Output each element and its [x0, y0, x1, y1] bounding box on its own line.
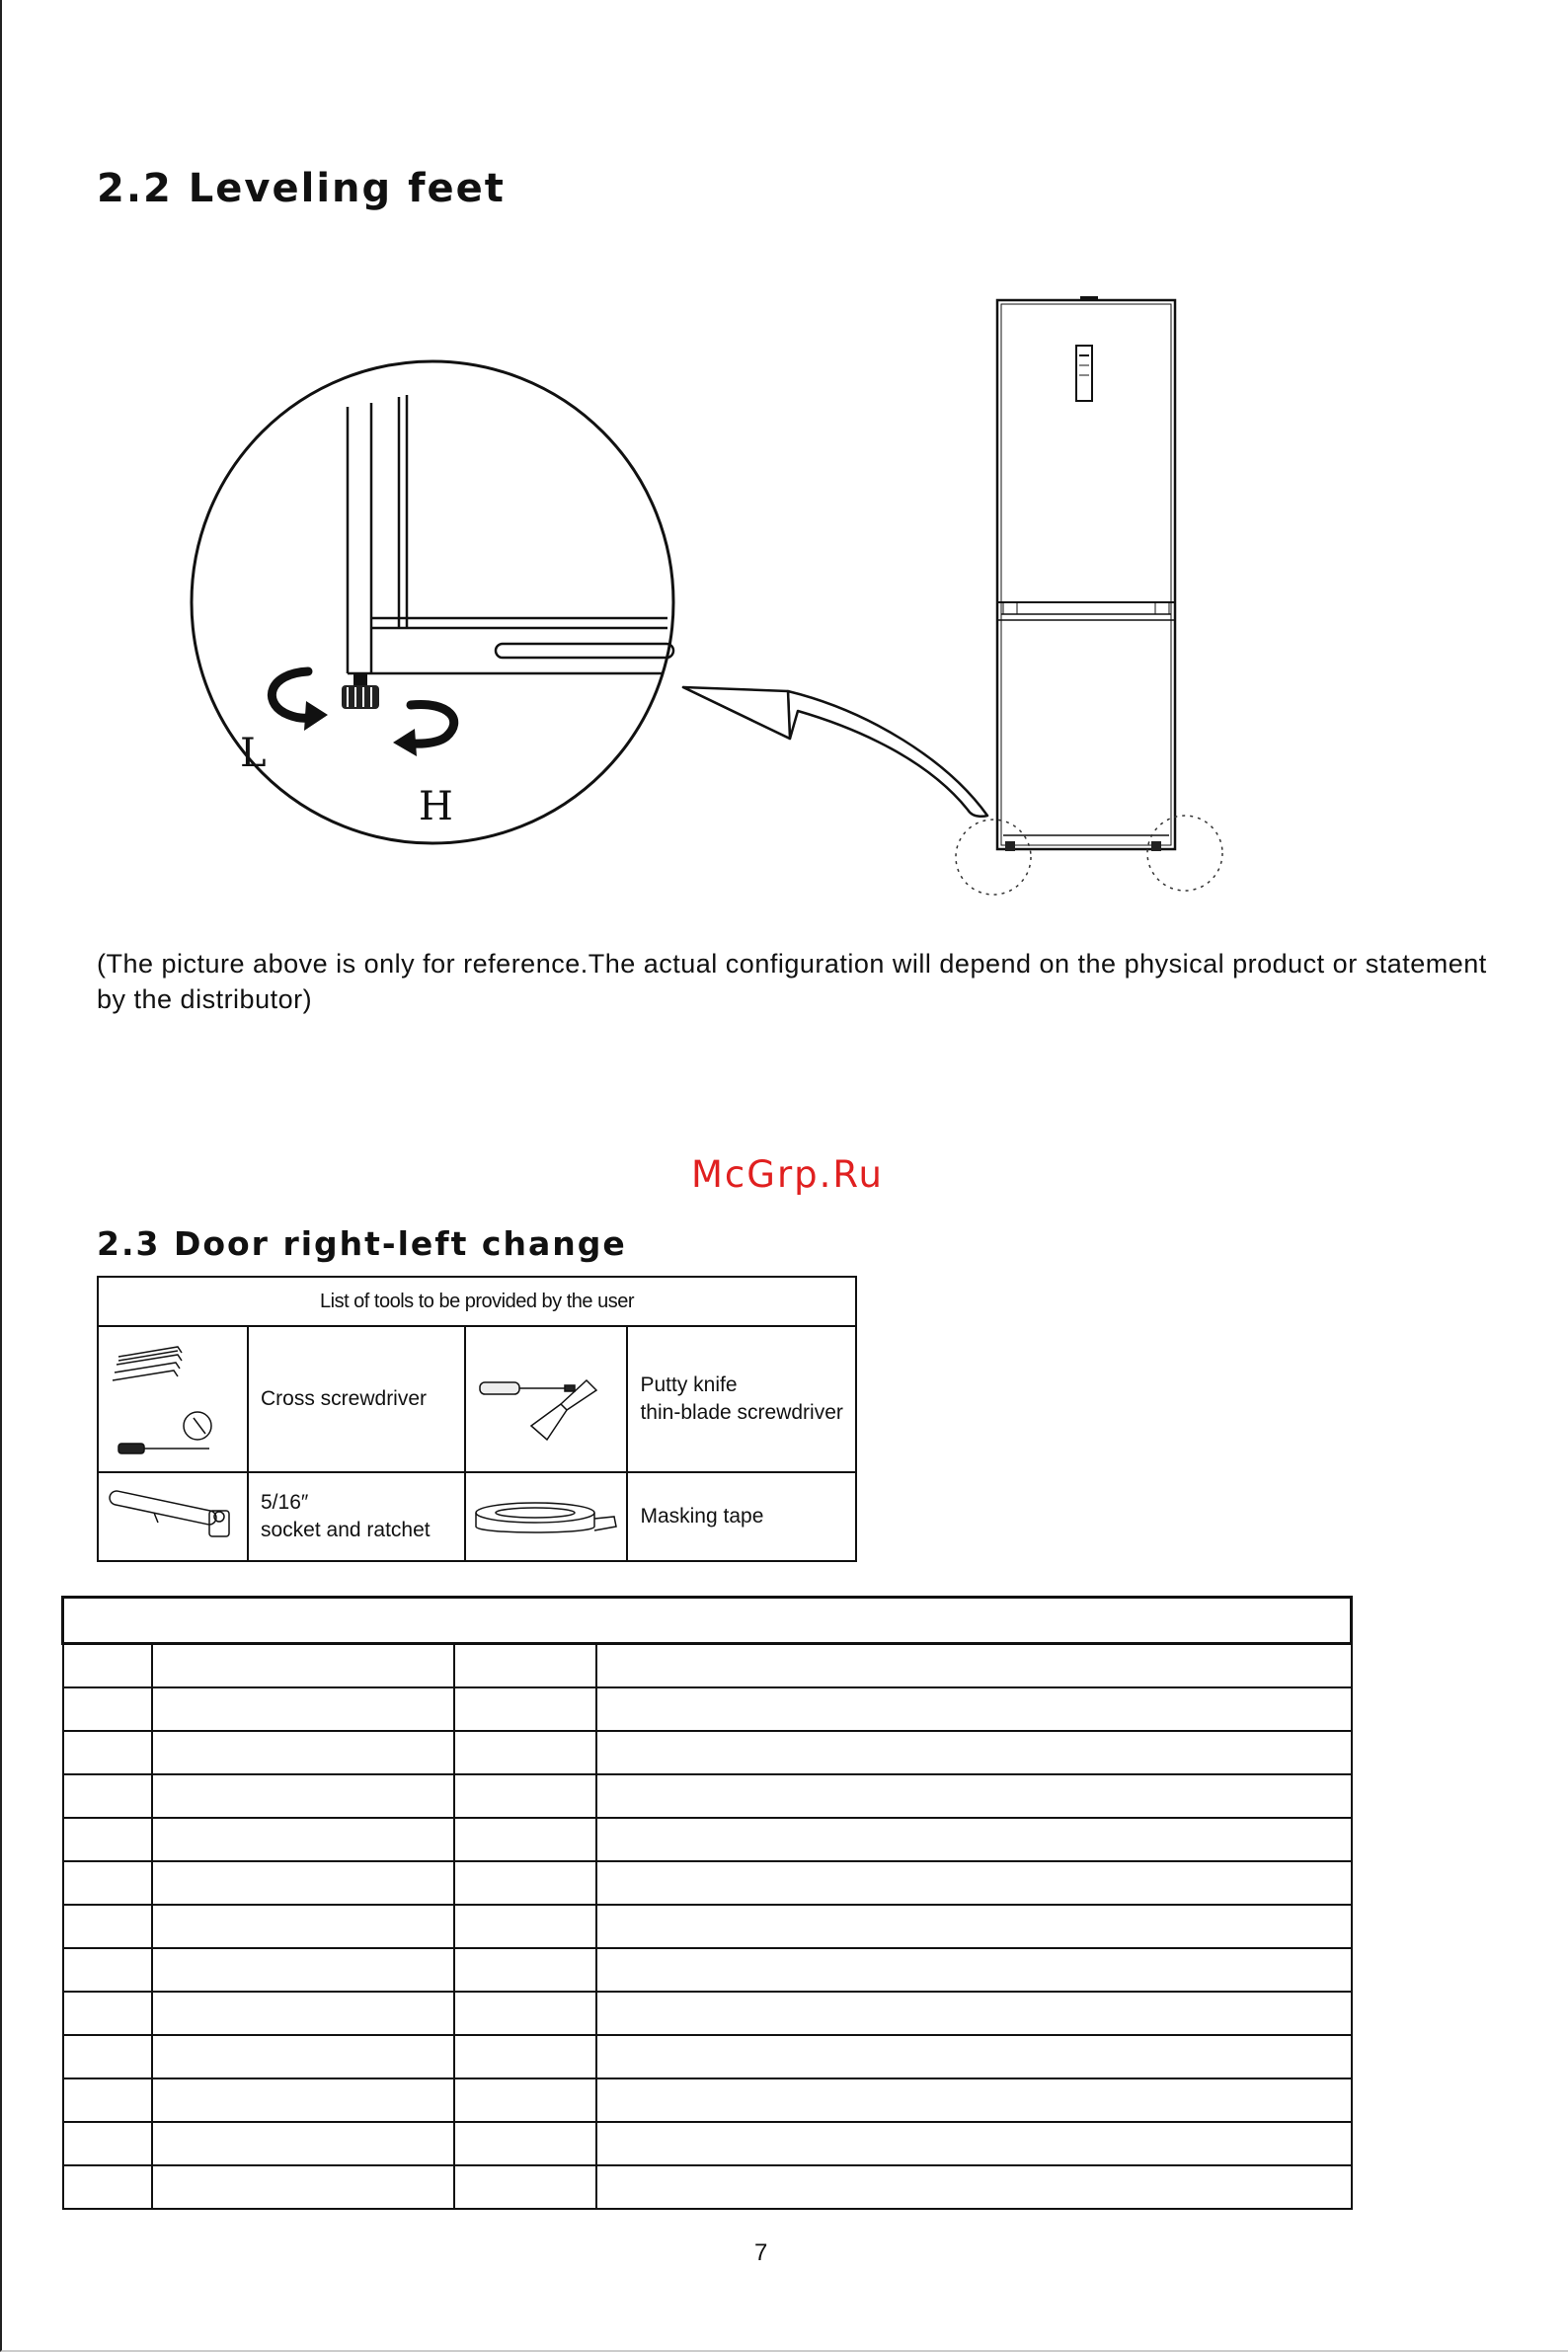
masking-tape-icon: [466, 1473, 626, 1560]
socket-size-label: 5/16″: [261, 1491, 309, 1514]
tool-image-cell: [465, 1326, 627, 1472]
socket-ratchet-icon: [99, 1473, 247, 1560]
putty-knife-icon: [466, 1327, 626, 1471]
hex-keys-and-screwdriver-icon: [99, 1327, 247, 1471]
table-row: [63, 2078, 1352, 2122]
table-row: [63, 1905, 1352, 1948]
leveling-feet-illustration: [178, 286, 1244, 918]
socket-ratchet-label: socket and ratchet: [261, 1519, 431, 1541]
table-row: [63, 2122, 1352, 2165]
table-row: [63, 1818, 1352, 1861]
refrigerator-drawing: [956, 296, 1222, 895]
table-row: [63, 2035, 1352, 2078]
blank-parts-table: [61, 1596, 1353, 2210]
table-row: [63, 2165, 1352, 2209]
label-high: H: [419, 784, 453, 829]
tool-image-cell: [98, 1472, 248, 1561]
table-row: [63, 1644, 1352, 1688]
tool-label-cross-screwdriver: Cross screwdriver: [248, 1326, 465, 1472]
blank-table-header: [63, 1598, 1352, 1644]
door-change-heading: 2.3 Door right-left change: [97, 1224, 627, 1263]
table-row: [63, 1948, 1352, 1992]
table-row: [63, 1731, 1352, 1774]
tool-label-putty-knife: [627, 1326, 856, 1472]
leveling-feet-heading: 2.2 Leveling feet: [97, 166, 506, 211]
tool-image-cell: [465, 1472, 627, 1561]
putty-knife-label: Putty knife: [640, 1373, 738, 1396]
table-row: [63, 1774, 1352, 1818]
reference-note: (The picture above is only for reference.The actual configuration will depend on the physical product or statement by the distributor): [97, 949, 1487, 1014]
table-row: [63, 1992, 1352, 2035]
tool-label-masking-tape: Masking tape: [627, 1472, 856, 1561]
table-row: [63, 1861, 1352, 1905]
table-row: [63, 1687, 1352, 1731]
tool-image-cell: [98, 1326, 248, 1472]
tool-label-socket-ratchet: [248, 1472, 465, 1561]
page-number: 7: [754, 2239, 768, 2266]
tools-table-title: List of tools to be provided by the user: [98, 1277, 856, 1326]
label-low: L: [240, 731, 267, 776]
watermark: McGrp.Ru: [691, 1153, 884, 1196]
tools-table: [97, 1276, 857, 1562]
thin-blade-screwdriver-label: thin-blade screwdriver: [640, 1401, 843, 1424]
